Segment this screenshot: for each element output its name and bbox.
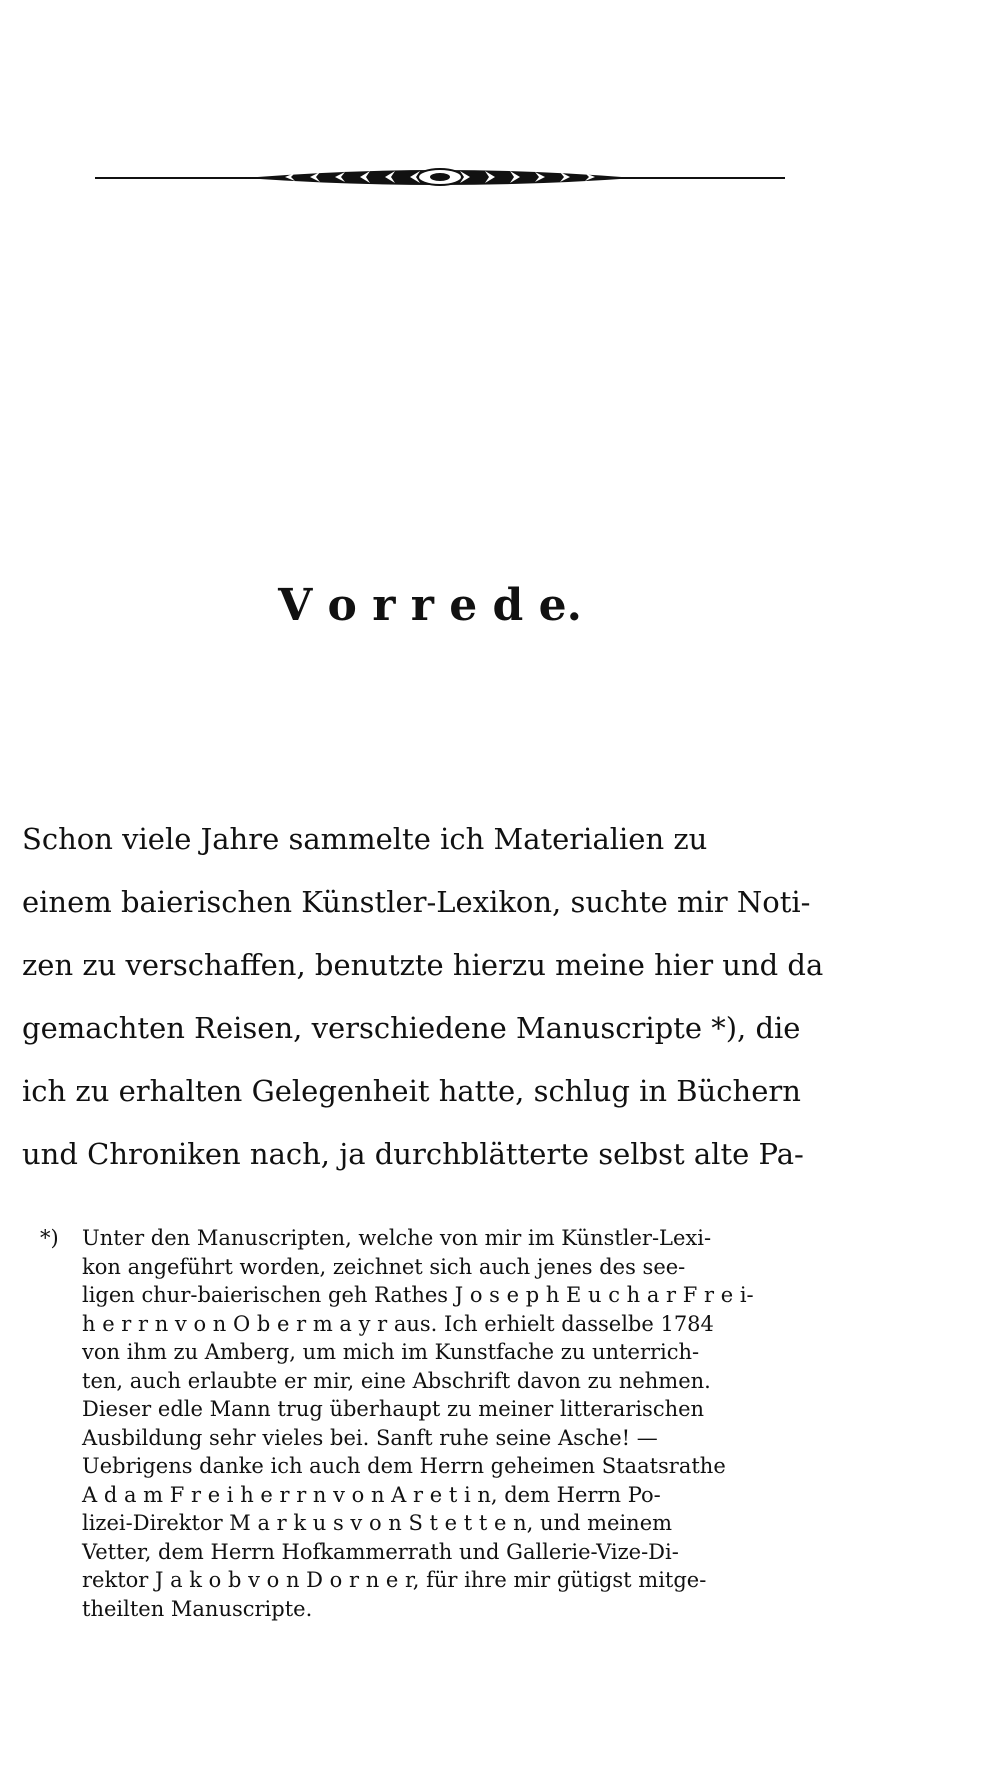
footnote-line: ten, auch erlaubte er mir, eine Abschrift davon zu nehmen. (82, 1368, 711, 1393)
footnote-line: A d a m F r e i h e r r n v o n A r e t i n, dem Herrn Po- (82, 1482, 661, 1507)
footnote-line: kon angeführt worden, zeichnet sich auch jenes des see- (82, 1254, 686, 1279)
body-text (22, 808, 830, 1186)
footnote-line: theilten Manuscripte. (82, 1596, 313, 1621)
footnote-marker: *) (40, 1226, 59, 1250)
body-line: Schon viele Jahre sammelte ich Materialien zu (22, 822, 708, 856)
footnote-line: rektor J a k o b v o n D o r n e r, für ihre mir gütigst mitge- (82, 1568, 707, 1592)
body-line: und Chroniken nach, ja durchblätterte selbst alte Pa- (22, 1137, 804, 1171)
footnote-line: Vetter, dem Herrn Hofkammerrath und Gallerie-Vize-Di- (82, 1539, 679, 1564)
body-line: einem baierischen Künstler-Lexikon, suchte mir Noti- (22, 885, 811, 919)
footnote-line (40, 1224, 830, 1253)
footnote-line: Dieser edle Mann trug überhaupt zu meiner litterarischen (82, 1397, 705, 1421)
page-title: V o r r e d e. (278, 580, 582, 631)
footnote-line: lizei-Direktor M a r k u s v o n S t e t t e n, und meinem (82, 1511, 673, 1535)
footnote-line: h e r r n v o n O b e r m a y r aus. Ich erhielt dasselbe 1784 (82, 1311, 714, 1336)
footnote-line: Uebrigens danke ich auch dem Herrn geheimen Staatsrathe (82, 1454, 726, 1478)
decorative-ornament-rule (95, 158, 785, 202)
footnote-line: von ihm zu Amberg, um mich im Kunstfache zu unterrich- (82, 1340, 700, 1364)
footnote (40, 1224, 830, 1623)
footnote-line: Ausbildung sehr vieles bei. Sanft ruhe seine Asche! — (82, 1425, 658, 1450)
footnote-line: ligen chur-baierischen geh Rathes J o s e p h E u c h a r F r e i- (82, 1283, 754, 1307)
body-line: zen zu verschaffen, benutzte hierzu meine hier und da (22, 948, 824, 982)
body-line: ich zu erhalten Gelegenheit hatte, schlug in Büchern (22, 1074, 801, 1108)
ornament-icon (95, 158, 785, 202)
body-line: gemachten Reisen, verschiedene Manuscripte *), die (22, 1011, 801, 1045)
footnote-line-text: Unter den Manuscripten, welche von mir im Künstler-Lexi- (82, 1226, 712, 1250)
